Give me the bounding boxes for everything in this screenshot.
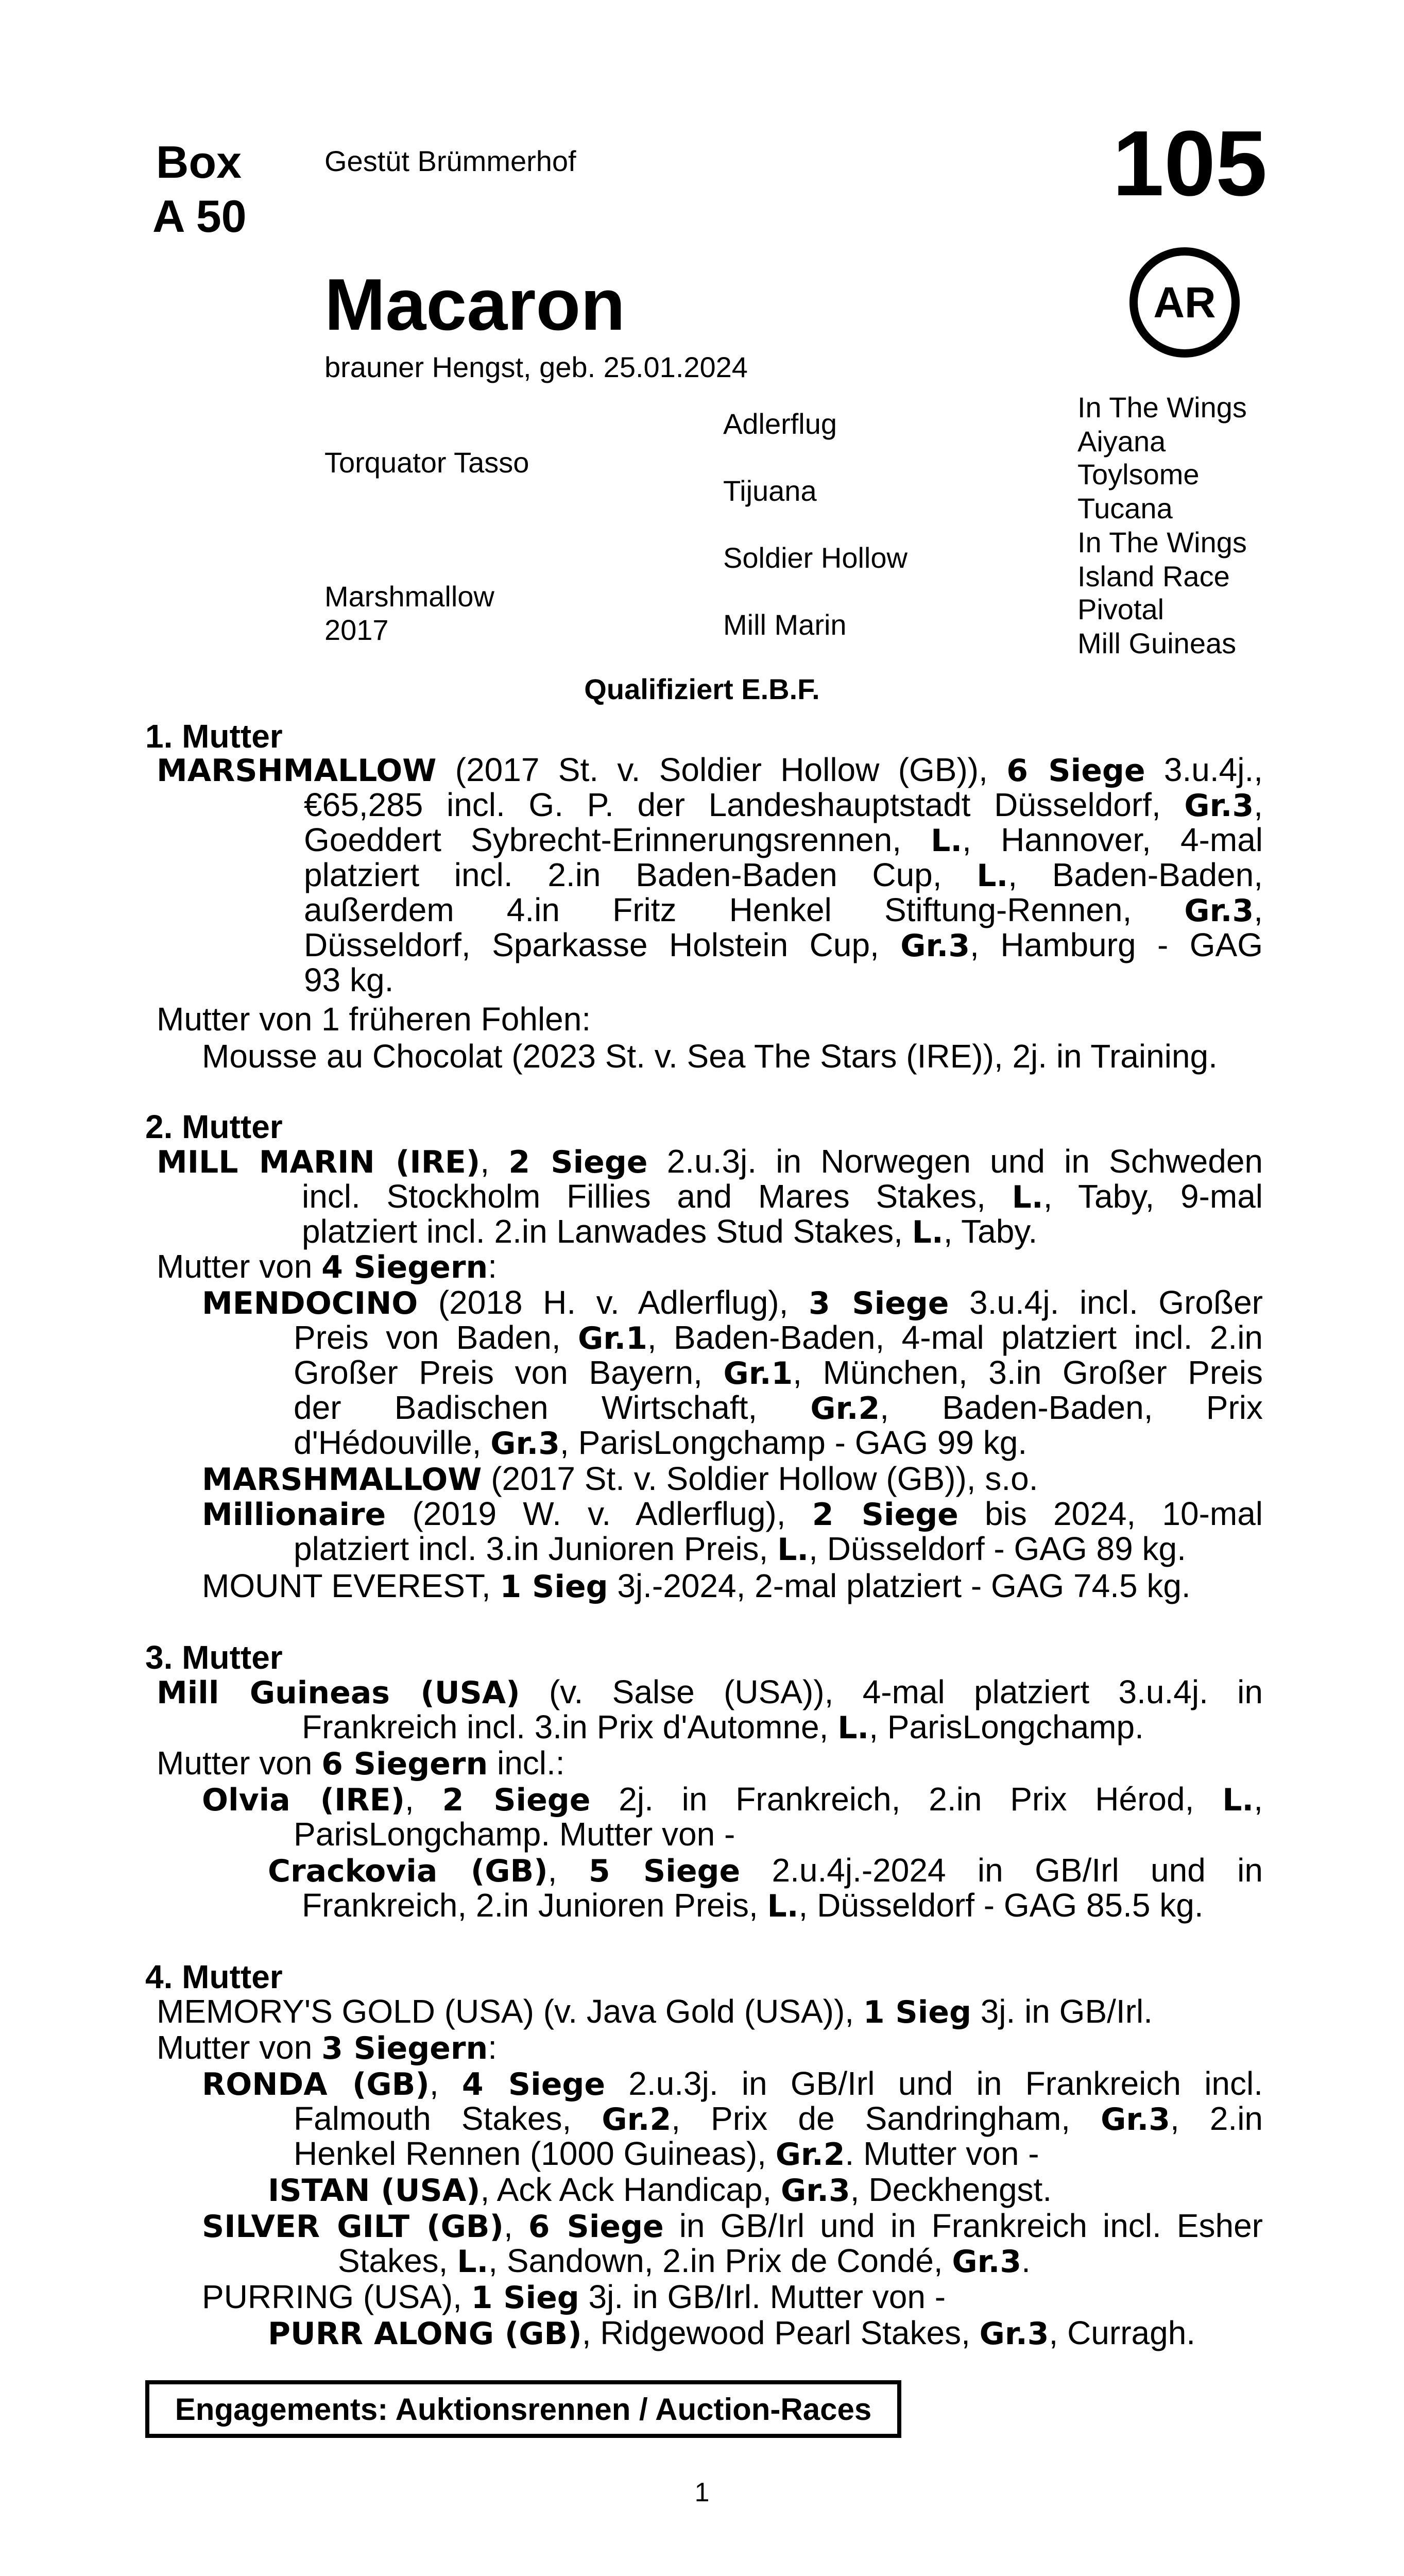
text-line: Crackovia (GB), 5 Siege 2.u.4j.-2024 in GB/Irl und in: [268, 1852, 1263, 1889]
text-line: Düsseldorf, Sparkasse Holstein Cup, Gr.3, Hamburg - GAG: [304, 926, 1263, 964]
text-line: PURR ALONG (GB), Ridgewood Pearl Stakes, Gr.3, Curragh.: [268, 2314, 1196, 2352]
ar-badge-text: AR: [1153, 278, 1216, 327]
box-label: [152, 135, 245, 243]
pedigree-dam-year: 2017: [324, 614, 389, 646]
text-line: Henkel Rennen (1000 Guineas), Gr.2. Mutter von -: [294, 2135, 1039, 2173]
text-line: MILL MARIN (IRE), 2 Siege 2.u.3j. in Norwegen und in Schweden: [157, 1143, 1263, 1180]
pedigree-gen3-5: In The Wings: [1077, 526, 1247, 558]
text-line: MEMORY'S GOLD (USA) (v. Java Gold (USA)), 1 Sieg 3j. in GB/Irl.: [157, 1993, 1153, 2030]
lot-number: 105: [1112, 112, 1268, 215]
text-line: MOUNT EVEREST, 1 Sieg 3j.-2024, 2-mal platziert - GAG 74.5 kg.: [202, 1567, 1191, 1605]
pedigree-gen3-8: Mill Guineas: [1077, 627, 1237, 659]
section-title-3: 3. Mutter: [145, 1639, 283, 1676]
section-title-4: 4. Mutter: [145, 1958, 283, 1995]
text-line: Preis von Baden, Gr.1, Baden-Baden, 4-mal platziert incl. 2.in: [294, 1319, 1263, 1357]
text-line: Frankreich incl. 3.in Prix d'Automne, L., ParisLongchamp.: [302, 1708, 1144, 1746]
text-line: PURRING (USA), 1 Sieg 3j. in GB/Irl. Mutter von -: [202, 2278, 946, 2316]
engagements-text: Engagements: Auktionsrennen / Auction-Races: [175, 2392, 872, 2427]
text-line: der Badischen Wirtschaft, Gr.2, Baden-Baden, Prix: [294, 1389, 1263, 1427]
text-line: Stakes, L., Sandown, 2.in Prix de Condé, Gr.3.: [338, 2242, 1031, 2280]
text-line: Mutter von 6 Siegern incl.:: [157, 1744, 565, 1782]
text-line: Millionaire (2019 W. v. Adlerflug), 2 Siege bis 2024, 10-mal: [202, 1495, 1263, 1533]
text-line: platziert incl. 2.in Baden-Baden Cup, L., Baden-Baden,: [304, 856, 1263, 894]
pedigree-gen2-4: Mill Marin: [723, 608, 847, 641]
engagements-box: [145, 2380, 901, 2438]
text-line: ParisLongchamp. Mutter von -: [294, 1816, 735, 1853]
text-line: Goeddert Sybrecht-Erinnerungsrennen, L., Hannover, 4-mal: [304, 821, 1263, 859]
pedigree-gen3-3: Toylsome: [1077, 458, 1200, 490]
breeder-name: Gestüt Brümmerhof: [324, 145, 576, 177]
text-line: Mill Guineas (USA) (v. Salse (USA)), 4-mal platziert 3.u.4j. in: [157, 1673, 1263, 1711]
section-title-1: 1. Mutter: [145, 718, 283, 755]
text-line: d'Hédouville, Gr.3, ParisLongchamp - GAG 99 kg.: [294, 1424, 1028, 1462]
pedigree-gen3-1: In The Wings: [1077, 391, 1247, 423]
text-line: MARSHMALLOW (2017 St. v. Soldier Hollow (GB)), 6 Siege 3.u.4j.,: [157, 751, 1263, 789]
pedigree-sire: Torquator Tasso: [324, 446, 529, 479]
text-line: Falmouth Stakes, Gr.2, Prix de Sandringham, Gr.3, 2.in: [294, 2100, 1263, 2138]
text-line: Frankreich, 2.in Junioren Preis, L., Düsseldorf - GAG 85.5 kg.: [302, 1887, 1204, 1924]
horse-name: Macaron: [324, 264, 625, 346]
text-line: RONDA (GB), 4 Siege 2.u.3j. in GB/Irl und in Frankreich incl.: [202, 2065, 1263, 2103]
qualification: Qualifiziert E.B.F.: [584, 673, 820, 705]
text-line: Großer Preis von Bayern, Gr.1, München, 3.in Großer Preis: [294, 1354, 1263, 1392]
pedigree-gen3-2: Aiyana: [1077, 425, 1166, 457]
text-line: Mutter von 3 Siegern:: [157, 2029, 497, 2066]
section-title-2: 2. Mutter: [145, 1108, 283, 1145]
text-line: SILVER GILT (GB), 6 Siege in GB/Irl und in Frankreich incl. Esher: [202, 2207, 1263, 2245]
text-line: außerdem 4.in Fritz Henkel Stiftung-Rennen, Gr.3,: [304, 891, 1263, 929]
text-line: MARSHMALLOW (2017 St. v. Soldier Hollow (GB)), s.o.: [202, 1460, 1038, 1498]
pedigree-gen3-4: Tucana: [1077, 492, 1173, 524]
pedigree-gen2-1: Adlerflug: [723, 408, 837, 440]
text-line: MENDOCINO (2018 H. v. Adlerflug), 3 Siege 3.u.4j. incl. Großer: [202, 1284, 1263, 1321]
pedigree-gen3-7: Pivotal: [1077, 593, 1165, 625]
text-line: Olvia (IRE), 2 Siege 2j. in Frankreich, 2.in Prix Hérod, L.,: [202, 1781, 1263, 1818]
pedigree-gen2-2: Tijuana: [723, 474, 817, 507]
text-line: incl. Stockholm Fillies and Mares Stakes, L., Taby, 9-mal: [302, 1178, 1263, 1215]
box-number: A 50: [152, 191, 247, 242]
horse-description: brauner Hengst, geb. 25.01.2024: [324, 351, 748, 383]
pedigree-gen3-6: Island Race: [1077, 560, 1230, 592]
text-line: Mutter von 4 Siegern:: [157, 1248, 497, 1285]
text-line: €65,285 incl. G. P. der Landeshauptstadt Düsseldorf, Gr.3,: [304, 786, 1263, 824]
box-word: Box: [156, 137, 242, 188]
text-line: 93 kg.: [304, 961, 394, 998]
text-line: platziert incl. 2.in Lanwades Stud Stakes, L., Taby.: [302, 1213, 1038, 1250]
text-line: ISTAN (USA), Ack Ack Handicap, Gr.3, Deckhengst.: [268, 2171, 1052, 2209]
pedigree-dam: Marshmallow: [324, 580, 494, 613]
text-line: Mousse au Chocolat (2023 St. v. Sea The Stars (IRE)), 2j. in Training.: [202, 1038, 1218, 1075]
ar-badge: [1129, 247, 1240, 358]
text-line: platziert incl. 3.in Junioren Preis, L., Düsseldorf - GAG 89 kg.: [294, 1530, 1186, 1568]
pedigree-gen2-3: Soldier Hollow: [723, 541, 908, 574]
page-number: 1: [694, 2478, 710, 2507]
text-line: Mutter von 1 früheren Fohlen:: [157, 1001, 591, 1038]
